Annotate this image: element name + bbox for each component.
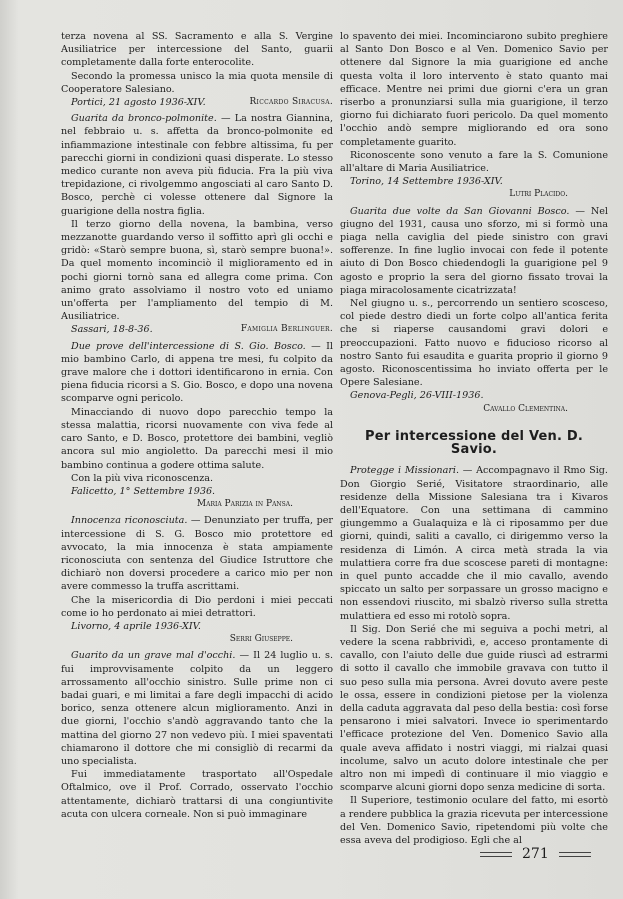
signature — [61, 485, 333, 511]
signature — [61, 96, 333, 109]
paragraph: Nel giugno u. s., percorrendo un sentiero scosceso, col piede destro diedi un forte colpo all'antica ferita che si riaperse causandomi gravi dolori e preoccupazioni. Fatto nuovo e fiducioso ricorso al nostro Santo fui esaudita e guarita proprio il giorno 9 agosto. Riconoscentissima ho inviato offerta per le Opere Salesiane. — [340, 298, 608, 389]
testimony-title: Protegge i Missionari. — [350, 465, 460, 477]
testimony-text: — Il mio bambino Carlo, di appena tre mesi, fu colpito da grave malore che i dottori identificarono in ernia. Con piena fiducia ricorsi a S. Gio. Bosco, e dopo una novena scomparve ogni pericolo. — [61, 340, 333, 405]
testimony-text: — Il 24 luglio u. s. fui improvvisamente colpito da un leggero arrossamento all'occhio sinistro. Sulle prime non ci badai guari, e mi limitai a fare degli impacchi di acido borico, senza ottenere alcun miglioramento. Anzi in due giorni, l'occhio s'andò aggravando tanto che la mattina del giorno 27 non vedevo più. I miei spaventati chiamarono il dottore che mi consigliò di recarmi da uno specialista. — [61, 650, 333, 767]
testimony-title: Due prove dell'intercessione di S. Gio. Bosco. — [71, 340, 306, 352]
paragraph: Il terzo giorno della novena, la bambina, verso mezzanotte guardando verso il soffitto aprì gli occhi e gridò: «Starò sempre buona, sì, starò sempre buona!». Da quel momento incominciò il miglioramento ed in pochi giorni tornò sana ed allegra come prima. Con animo grato assolviamo il nostro voto ed uniamo un'offerta per l'ampliamento del tempio di M. Ausiliatrice. — [61, 218, 333, 323]
page-footer — [480, 846, 610, 862]
testimony-paragraph — [61, 112, 333, 218]
testimony-title: Guarita due volte da San Giovanni Bosco. — [350, 205, 570, 217]
left-column — [61, 30, 333, 821]
paragraph: Secondo la promessa unisco la mia quota mensile di Cooperatore Salesiano. — [61, 70, 333, 95]
paragraph: Minacciando di nuovo dopo parecchio tempo la stessa malattia, ricorsi nuovamente con viva fede al caro Santo, e D. Bosco, protettore dei bambini, vegliò ancora sul mio angioletto. Da parecchi mesi il mio bambino continua a godere ottima salute. — [61, 406, 333, 471]
paragraph: Che la misericordia di Dio perdoni i miei peccati come io ho perdonato ai miei detrattori. — [61, 594, 333, 619]
testimony-paragraph — [61, 649, 333, 768]
paragraph: Il Superiore, testimonio oculare del fatto, mi esortò a rendere pubblica la grazia ricevuta per intercessione del Ven. Domenico Savio, ripetendomi più volte che essa aveva del prodigioso. Egli che al — [340, 795, 608, 846]
testimony-paragraph — [340, 464, 608, 622]
paragraph: Con la più viva riconoscenza. — [71, 472, 214, 484]
testimony-text: — Denunziato per truffa, per intercessione di S. G. Bosco mio protettore ed avvocato, la mia innocenza è stata ampiamente riconosciuta con sentenza del Giudice Istruttore che dichiarò non doversi procedere a carico mio per non avere commesso la truffa ascrittami. — [61, 515, 333, 593]
page-number: 271 — [522, 846, 549, 862]
paragraph: Riconoscente sono venuto a fare la S. Comunione all'altare di Maria Ausiliatrice. — [340, 149, 608, 175]
signature — [61, 620, 333, 646]
signature — [340, 389, 608, 415]
testimony-paragraph — [61, 340, 333, 406]
signature-name: Serri Giuseppe. — [229, 634, 293, 645]
testimony-text: — La nostra Giannina, nel febbraio u. s. affetta da bronco-polmonite ed infiammazione intestinale con febbre altissima, fu per parecchi giorni in condizioni quasi disperate. Lo stesso medico curante non aveva più fiducia. Fra la più viva trepidazione, ci rivolgemmo angosciati al caro Santo D. Bosco, perchè ci volesse ottenere dal Signore la guarigione della nostra figlia. — [61, 113, 334, 217]
section-heading: Per intercessione del Ven. D. Savio. — [365, 428, 583, 458]
paragraph: Il Sig. Don Serié che mi seguiva a pochi metri, al vedere la scena rabbrividì, e, acceso prontamente di cavallo, con l'aiuto delle due guide riuscì ad estrarmi di sotto il cavallo che immobile gravava con tutto il suo peso sulla mia persona. Avrei dovuto avere peste le ossa, essere in condizioni pietose per la violenza della caduta aggravata dal peso della bestia: così forse pensarono i miei salvatori. Invece io sperimentardo l'efficace protezione del Ven. Domenico Savio alla quale aveva affidato i nostri viaggi, mi rialzai quasi incolume, salvo un acuto dolore intestinale che per altro non mi impedì di continuare il mio viaggio e scomparve alcuni giorni dopo senza medicine di sorta. — [340, 623, 608, 794]
signature-name: Cavallo Clementina. — [483, 403, 568, 414]
signature-place: Portici, 21 agosto 1936-XIV. — [71, 97, 206, 109]
testimony-title: Guarita da bronco-polmonite. — [71, 113, 217, 125]
signature-name: Riccardo Siracusa. — [249, 97, 333, 108]
right-column — [340, 30, 608, 847]
signature — [340, 175, 608, 201]
signature-place: Livorno, 4 aprile 1936-XIV. — [71, 620, 201, 632]
signature-name: Famiglia Berlinguer. — [240, 324, 333, 335]
testimony-text: — Nel giugno del 1931, causa uno sforzo, mi si formò una piaga nella caviglia del piede sinistro con gravi sofferenze. In fine luglio invocai con fede il potente aiuto di Don Bosco chiedendogli la guarigione pel 9 agosto e proprio la sera del giorno fissato trovai la piaga miracolosamente cicatrizzata! — [340, 205, 608, 296]
testimony-paragraph — [61, 514, 333, 593]
signature-place: Sassari, 18-8-36. — [71, 324, 153, 336]
signature-place: Falicetto, 1° Settembre 1936. — [71, 485, 216, 497]
paragraph: terza novena al SS. Sacramento e alla S. Vergine Ausiliatrice per intercessione del Santo, guarii completamente dalla forte enterocolite. — [61, 31, 333, 69]
testimony-paragraph — [340, 205, 608, 297]
paragraph: lo spavento dei miei. Incominciarono subito preghiere al Santo Don Bosco e al Ven. Domenico Savio per ottenere dal Signore la mia guarigione ed anche questa volta il loro intervento è stato quanto mai efficace. Mentre nei primi due giorni c'era un gran riserbo a pronunziarsi sulla mia guarigione, il terzo giorno fui dichiarato fuori pericolo. Da quel momento l'occhio andò sempre migliorando ed ora sono completamente guarito. — [340, 31, 608, 148]
footer-ornament — [480, 850, 512, 858]
testimony-title: Innocenza riconosciuta. — [71, 515, 188, 527]
paragraph: Fui immediatamente trasportato all'Ospedale Oftalmico, ove il Prof. Corrado, osservato l'occhio attentamente, dichiarò trattarsi di una congiuntivite acuta con ulcera corneale. Non si può immaginare — [61, 769, 333, 820]
signature — [61, 323, 333, 336]
testimony-text: — Accompagnavo il Rmo Sig. Don Giorgio Serié, Visitatore straordinario, alle residenze della Missione Salesiana tra i Kivaros dell'Equatore. Con una settimana di cammino giungemmo a Gualaquiza e là ci riposammo per due giorni, quindi, saliti a cavallo, ci dirigemmo verso la residenza di Limón. A circa metà strada la via mulattiera corre fra due scoscese pareti di montagne: in quel punto accadde che il mio cavallo, avendo spiccato un salto per sorpassare un grosso macigno e non essendovi riuscito, mi sbalzò riverso sulla stretta mulattiera ed esso mi rotolò sopra. — [340, 465, 608, 622]
signature-place: Genova-Pegli, 26-VIII-1936. — [350, 390, 484, 402]
testimony-title: Guarito da un grave mal d'occhi. — [71, 650, 236, 662]
signature-name: Maria Parizia in Pansa. — [196, 499, 293, 510]
signature-place: Torino, 14 Settembre 1936-XIV. — [350, 176, 503, 188]
footer-ornament — [559, 850, 591, 858]
signature-name: Lutri Placido. — [509, 189, 568, 200]
